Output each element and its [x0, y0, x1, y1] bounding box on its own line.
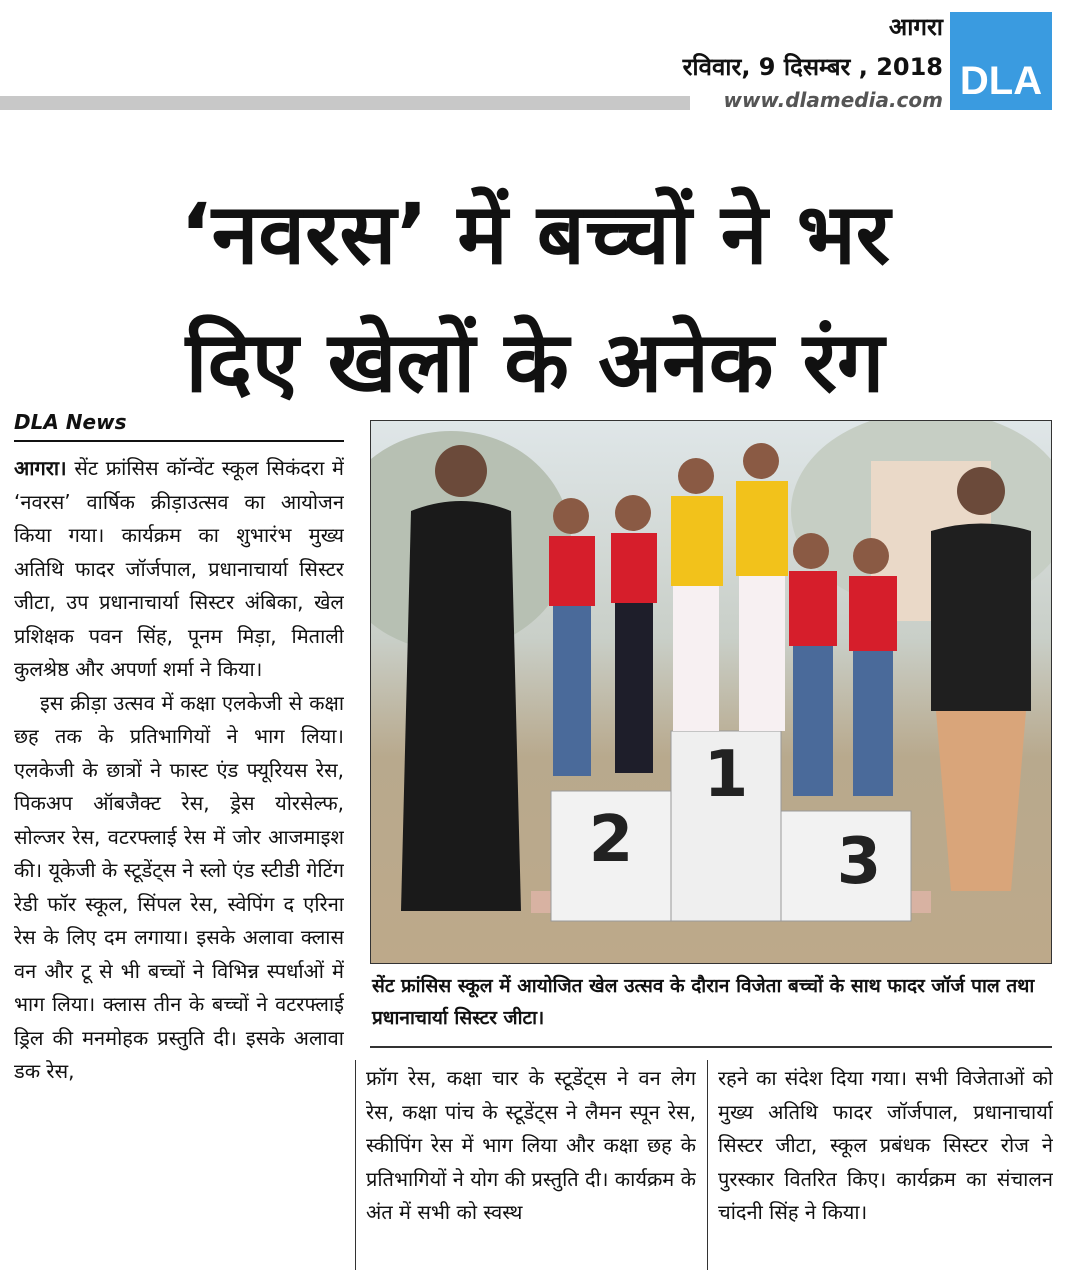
- person-head: [435, 445, 487, 497]
- dla-logo: DLA: [950, 12, 1052, 110]
- person-saree: [936, 711, 1026, 891]
- headline: [20, 170, 1050, 426]
- photo-caption: सेंट फ्रांसिस स्कूल में आयोजित खेल उत्सव के दौरान विजेता बच्चों के साथ फादर जॉर्ज पाल तथा प्रधानाचार्या सिस्टर जीटा।: [372, 975, 1035, 1029]
- masthead-website: www.dlamedia.com: [723, 88, 943, 112]
- news-photo: [370, 420, 1052, 964]
- byline: DLA News: [14, 410, 344, 442]
- masthead-city: आगरा: [888, 13, 943, 41]
- podium-number: 1: [703, 738, 749, 812]
- masthead-bar: [0, 96, 690, 110]
- person-head: [957, 467, 1005, 515]
- headline-line-1: ‘नवरस’ में बच्चों ने भर: [179, 185, 891, 283]
- column-divider: [707, 1060, 708, 1270]
- podium-number: 3: [836, 825, 882, 899]
- article-column-2: फ्रॉग रेस, कक्षा चार के स्टूडेंट्स ने वन लेग रेस, कक्षा पांच के स्टूडेंट्स ने लैमन स्पून रेस, स्कीपिंग रेस में भाग लिया और कक्षा छह के प्रतिभागियों ने योग की प्रस्तुति दी। कार्यक्रम के अंत में सभी को स्वस्थ: [366, 1066, 696, 1224]
- article-column-3: रहने का संदेश दिया गया। सभी विजेताओं को मुख्य अतिथि फादर जॉर्जपाल, प्रधानाचार्या सिस्टर जीटा, स्कूल प्रबंधक सिस्टर रोज ने पुरस्कार वितरित किए। कार्यक्रम का संचालन चांदनी सिंह ने किया।: [718, 1066, 1053, 1224]
- masthead-date: रविवार, 9 दिसम्बर , 2018: [682, 53, 943, 81]
- podium-number: 2: [588, 803, 634, 877]
- headline-line-2: दिए खेलों के अनेक रंग: [185, 313, 885, 411]
- dateline: आगरा।: [14, 456, 67, 480]
- person-robe: [401, 501, 521, 911]
- person-jacket: [931, 524, 1031, 712]
- podium-photo-illustration: [371, 421, 1051, 963]
- article-paragraph-2: इस क्रीड़ा उत्सव में कक्षा एलकेजी से कक्षा छह तक के प्रतिभागियों ने भाग लिया। एलकेजी के छात्रों ने फास्ट एंड फ्यूरियस रेस, पिकअप ऑबजैक्ट रेस, ड्रेस योरसेल्फ, सोल्जर रेस, वटरफ्लाई रेस में जोर आजमाइश की। यूकेजी के स्टूडेंट्स ने स्लो एंड स्टीडी गेटिंग रेडी फॉर स्कूल, सिंपल रेस, स्वेपिंग द एरिना रेस के लिए दम लगाया। इसके अलावा क्लास वन और टू से भी बच्चों ने विभिन्न स्पर्धाओं में भाग लिया। क्लास तीन के बच्चों ने वटरफ्लाई ड्रिल की मनमोहक प्रस्तुति दी। इसके अलावा डक रेस,: [14, 690, 344, 1083]
- article-paragraph-1: आगरा। सेंट फ्रांसिस कॉन्वेंट स्कूल सिकंदरा में ‘नवरस’ वार्षिक क्रीड़ाउत्सव का आयोजन किया गया। कार्यक्रम का शुभारंभ मुख्य अतिथि फादर जॉर्जपाल, प्रधानाचार्या सिस्टर जीटा, उप प्रधानाचार्या सिस्टर अंबिका, खेल प्रशिक्षक पवन सिंह, पूनम मिड़ा, मिताली कुलश्रेष्ठ और अपर्णा शर्मा ने किया।: [14, 456, 344, 681]
- article-column-1: [14, 452, 344, 1270]
- column-divider: [355, 1060, 356, 1270]
- caption-rule: [370, 1046, 1052, 1048]
